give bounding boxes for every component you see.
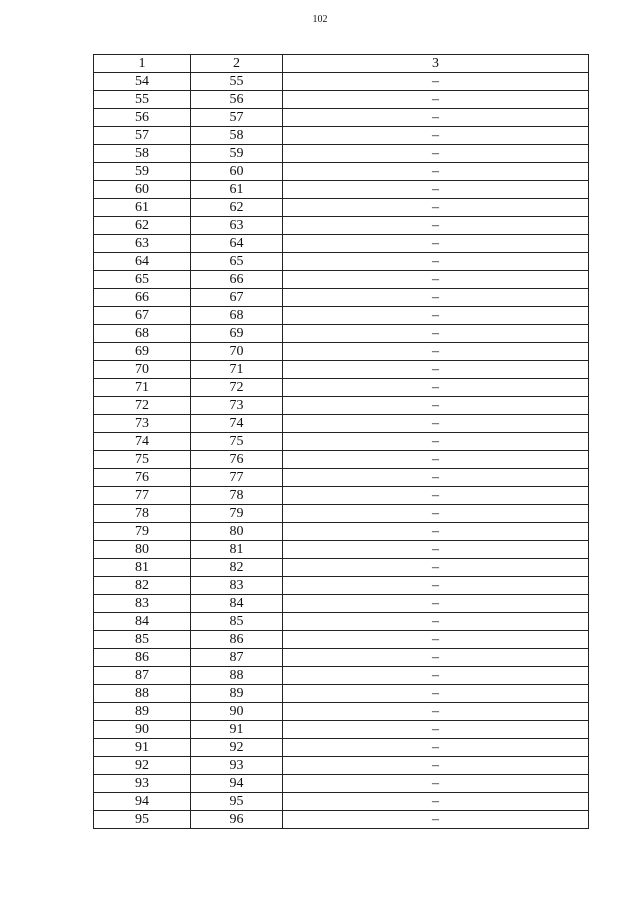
table-cell-col3: – [283, 253, 589, 271]
table-header [94, 55, 589, 73]
table-cell-col2: 67 [191, 289, 283, 307]
table-cell-col2: 74 [191, 415, 283, 433]
table-row [94, 271, 589, 289]
table-cell-col2: 86 [191, 631, 283, 649]
table-cell-col1: 66 [94, 289, 191, 307]
header-cell-col3: 3 [283, 55, 589, 73]
table-cell-col1: 56 [94, 109, 191, 127]
table-cell-col2: 79 [191, 505, 283, 523]
table-cell-col2: 82 [191, 559, 283, 577]
table-cell-col2: 69 [191, 325, 283, 343]
table-cell-col2: 91 [191, 721, 283, 739]
table-row [94, 415, 589, 433]
table-row [94, 739, 589, 757]
table-row [94, 541, 589, 559]
table-row [94, 667, 589, 685]
table-cell-col3: – [283, 721, 589, 739]
table-cell-col3: – [283, 577, 589, 595]
table-row [94, 397, 589, 415]
header-cell-col2: 2 [191, 55, 283, 73]
table-cell-col3: – [283, 541, 589, 559]
table-cell-col3: – [283, 793, 589, 811]
table-cell-col3: – [283, 631, 589, 649]
table-cell-col1: 72 [94, 397, 191, 415]
table-cell-col3: – [283, 559, 589, 577]
table-cell-col1: 54 [94, 73, 191, 91]
table-row [94, 523, 589, 541]
table-cell-col1: 87 [94, 667, 191, 685]
table-cell-col3: – [283, 235, 589, 253]
table-cell-col1: 69 [94, 343, 191, 361]
table-cell-col1: 93 [94, 775, 191, 793]
table-cell-col2: 92 [191, 739, 283, 757]
table-cell-col1: 83 [94, 595, 191, 613]
table-body [94, 73, 589, 829]
table-cell-col3: – [283, 73, 589, 91]
table-row [94, 469, 589, 487]
table-cell-col1: 75 [94, 451, 191, 469]
table-cell-col3: – [283, 469, 589, 487]
table-cell-col3: – [283, 757, 589, 775]
table-cell-col2: 85 [191, 613, 283, 631]
table-cell-col1: 57 [94, 127, 191, 145]
table-cell-col3: – [283, 667, 589, 685]
table-row [94, 793, 589, 811]
table-cell-col3: – [283, 415, 589, 433]
table-cell-col1: 90 [94, 721, 191, 739]
table-row [94, 757, 589, 775]
table-row [94, 703, 589, 721]
table-row [94, 649, 589, 667]
table-cell-col2: 89 [191, 685, 283, 703]
table-cell-col1: 73 [94, 415, 191, 433]
table-cell-col1: 63 [94, 235, 191, 253]
table-row [94, 199, 589, 217]
table-row [94, 109, 589, 127]
table-cell-col3: – [283, 127, 589, 145]
table-cell-col1: 65 [94, 271, 191, 289]
table-row [94, 163, 589, 181]
header-row [94, 55, 589, 73]
table-cell-col2: 75 [191, 433, 283, 451]
table-row [94, 289, 589, 307]
table-cell-col2: 70 [191, 343, 283, 361]
table-cell-col1: 58 [94, 145, 191, 163]
table-cell-col3: – [283, 739, 589, 757]
table-cell-col2: 64 [191, 235, 283, 253]
header-cell-col1: 1 [94, 55, 191, 73]
table-cell-col2: 80 [191, 523, 283, 541]
table-cell-col3: – [283, 703, 589, 721]
table-cell-col3: – [283, 307, 589, 325]
table-cell-col1: 91 [94, 739, 191, 757]
table-cell-col3: – [283, 145, 589, 163]
table-cell-col2: 81 [191, 541, 283, 559]
table-cell-col1: 59 [94, 163, 191, 181]
table-cell-col2: 73 [191, 397, 283, 415]
table-row [94, 721, 589, 739]
table-cell-col3: – [283, 343, 589, 361]
table-cell-col3: – [283, 487, 589, 505]
table-row [94, 307, 589, 325]
table-row [94, 433, 589, 451]
table-cell-col1: 92 [94, 757, 191, 775]
table-cell-col2: 66 [191, 271, 283, 289]
table-cell-col3: – [283, 505, 589, 523]
table-cell-col2: 76 [191, 451, 283, 469]
table-cell-col2: 88 [191, 667, 283, 685]
table-cell-col1: 89 [94, 703, 191, 721]
table-cell-col3: – [283, 163, 589, 181]
table-cell-col1: 82 [94, 577, 191, 595]
table-cell-col1: 88 [94, 685, 191, 703]
table-cell-col2: 68 [191, 307, 283, 325]
table-cell-col3: – [283, 91, 589, 109]
table-row [94, 595, 589, 613]
table-row [94, 577, 589, 595]
table-cell-col2: 58 [191, 127, 283, 145]
table-cell-col2: 95 [191, 793, 283, 811]
table-row [94, 379, 589, 397]
table-cell-col3: – [283, 199, 589, 217]
table-cell-col3: – [283, 361, 589, 379]
table-cell-col2: 62 [191, 199, 283, 217]
table-cell-col2: 55 [191, 73, 283, 91]
table-cell-col2: 96 [191, 811, 283, 829]
table-cell-col3: – [283, 595, 589, 613]
table-row [94, 559, 589, 577]
table-cell-col2: 61 [191, 181, 283, 199]
table-cell-col2: 84 [191, 595, 283, 613]
table-cell-col2: 83 [191, 577, 283, 595]
table-cell-col2: 77 [191, 469, 283, 487]
table-cell-col3: – [283, 397, 589, 415]
table-cell-col3: – [283, 181, 589, 199]
table-row [94, 253, 589, 271]
table-cell-col2: 87 [191, 649, 283, 667]
table-cell-col2: 65 [191, 253, 283, 271]
table-row [94, 811, 589, 829]
table-row [94, 217, 589, 235]
table-cell-col1: 78 [94, 505, 191, 523]
data-table [93, 54, 589, 829]
table-cell-col2: 93 [191, 757, 283, 775]
table-cell-col1: 61 [94, 199, 191, 217]
table-cell-col2: 63 [191, 217, 283, 235]
table-row [94, 325, 589, 343]
table-cell-col3: – [283, 379, 589, 397]
table-cell-col1: 71 [94, 379, 191, 397]
table-cell-col2: 71 [191, 361, 283, 379]
table-cell-col1: 62 [94, 217, 191, 235]
table-cell-col3: – [283, 433, 589, 451]
table-cell-col1: 84 [94, 613, 191, 631]
table-row [94, 487, 589, 505]
table-row [94, 451, 589, 469]
table-row [94, 685, 589, 703]
table-row [94, 343, 589, 361]
table-cell-col2: 57 [191, 109, 283, 127]
table-row [94, 631, 589, 649]
table-cell-col2: 90 [191, 703, 283, 721]
table-cell-col1: 86 [94, 649, 191, 667]
table-cell-col1: 95 [94, 811, 191, 829]
table-cell-col1: 85 [94, 631, 191, 649]
table-cell-col3: – [283, 811, 589, 829]
table-cell-col1: 68 [94, 325, 191, 343]
table-cell-col1: 79 [94, 523, 191, 541]
table-row [94, 181, 589, 199]
table-cell-col2: 56 [191, 91, 283, 109]
table-cell-col3: – [283, 685, 589, 703]
table-cell-col3: – [283, 271, 589, 289]
table-cell-col1: 80 [94, 541, 191, 559]
table-cell-col1: 67 [94, 307, 191, 325]
table-cell-col3: – [283, 649, 589, 667]
table-cell-col3: – [283, 217, 589, 235]
table-row [94, 91, 589, 109]
table-row [94, 145, 589, 163]
table-row [94, 613, 589, 631]
table-cell-col3: – [283, 451, 589, 469]
table-cell-col2: 72 [191, 379, 283, 397]
table-row [94, 505, 589, 523]
table-cell-col3: – [283, 775, 589, 793]
table-cell-col1: 70 [94, 361, 191, 379]
table-cell-col2: 94 [191, 775, 283, 793]
table-row [94, 775, 589, 793]
table-cell-col2: 78 [191, 487, 283, 505]
page-number: 102 [312, 14, 328, 25]
table-row [94, 127, 589, 145]
table-cell-col3: – [283, 523, 589, 541]
table-cell-col1: 64 [94, 253, 191, 271]
table-row [94, 73, 589, 91]
table-row [94, 235, 589, 253]
table-cell-col3: – [283, 109, 589, 127]
table-cell-col1: 76 [94, 469, 191, 487]
table-cell-col1: 81 [94, 559, 191, 577]
table-cell-col2: 59 [191, 145, 283, 163]
table-cell-col1: 60 [94, 181, 191, 199]
table-row [94, 361, 589, 379]
table-cell-col3: – [283, 289, 589, 307]
table-cell-col1: 77 [94, 487, 191, 505]
table-cell-col1: 55 [94, 91, 191, 109]
table-cell-col1: 94 [94, 793, 191, 811]
table-cell-col1: 74 [94, 433, 191, 451]
table-cell-col3: – [283, 325, 589, 343]
table-cell-col3: – [283, 613, 589, 631]
table-cell-col2: 60 [191, 163, 283, 181]
